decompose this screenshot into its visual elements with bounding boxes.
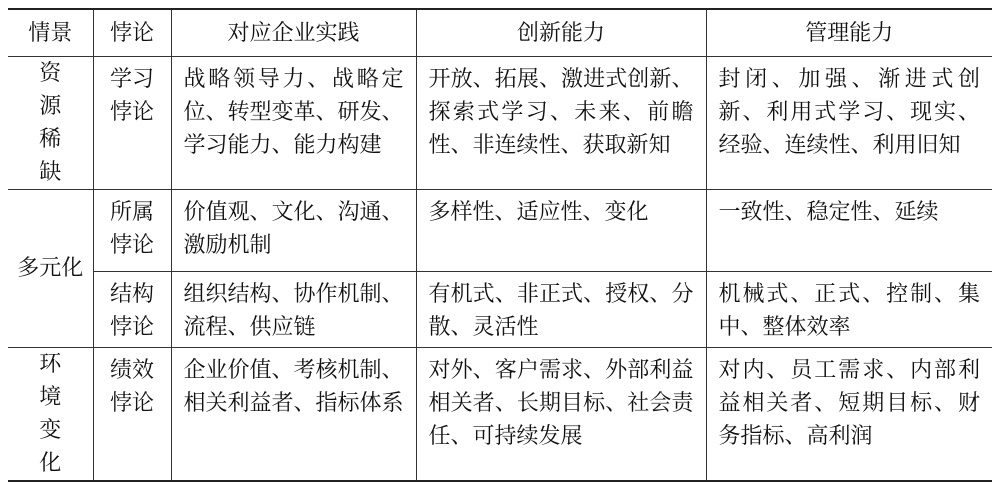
paradox-table [8, 8, 992, 482]
paradox-cell: 结构悖论 [93, 272, 171, 348]
header-innovation: 创新能力 [416, 9, 706, 57]
table-row [8, 348, 992, 482]
practice-cell: 战略领导力、战略定位、转型变革、研发、学习能力、能力构建 [171, 57, 416, 190]
header-practice: 对应企业实践 [171, 9, 416, 57]
management-cell: 一致性、稳定性、延续 [706, 190, 992, 272]
innovation-cell: 对外、客户需求、外部利益相关者、长期目标、社会责任、可持续发展 [416, 348, 706, 482]
scene-cell: 多元化 [8, 190, 93, 348]
scene-cell: 环境变化 [8, 348, 93, 482]
management-cell: 对内、员工需求、内部利益相关者、短期目标、财务指标、高利润 [706, 348, 992, 482]
practice-cell: 组织结构、协作机制、流程、供应链 [171, 272, 416, 348]
innovation-cell: 多样性、适应性、变化 [416, 190, 706, 272]
management-cell: 机械式、正式、控制、集中、整体效率 [706, 272, 992, 348]
innovation-cell: 有机式、非正式、授权、分散、灵活性 [416, 272, 706, 348]
innovation-cell: 开放、拓展、激进式创新、探索式学习、未来、前瞻性、非连续性、获取新知 [416, 57, 706, 190]
header-paradox: 悖论 [93, 9, 171, 57]
paradox-cell: 绩效悖论 [93, 348, 171, 482]
paradox-cell: 学习悖论 [93, 57, 171, 190]
header-scene: 情景 [8, 9, 93, 57]
table-row [8, 190, 992, 272]
practice-cell: 价值观、文化、沟通、激励机制 [171, 190, 416, 272]
paradox-cell: 所属悖论 [93, 190, 171, 272]
table-row [8, 57, 992, 190]
scene-cell: 资源稀缺 [8, 57, 93, 190]
table-row [8, 272, 992, 348]
practice-cell: 企业价值、考核机制、相关利益者、指标体系 [171, 348, 416, 482]
header-management: 管理能力 [706, 9, 992, 57]
management-cell: 封闭、加强、渐进式创新、利用式学习、现实、经验、连续性、利用旧知 [706, 57, 992, 190]
header-row [8, 9, 992, 57]
